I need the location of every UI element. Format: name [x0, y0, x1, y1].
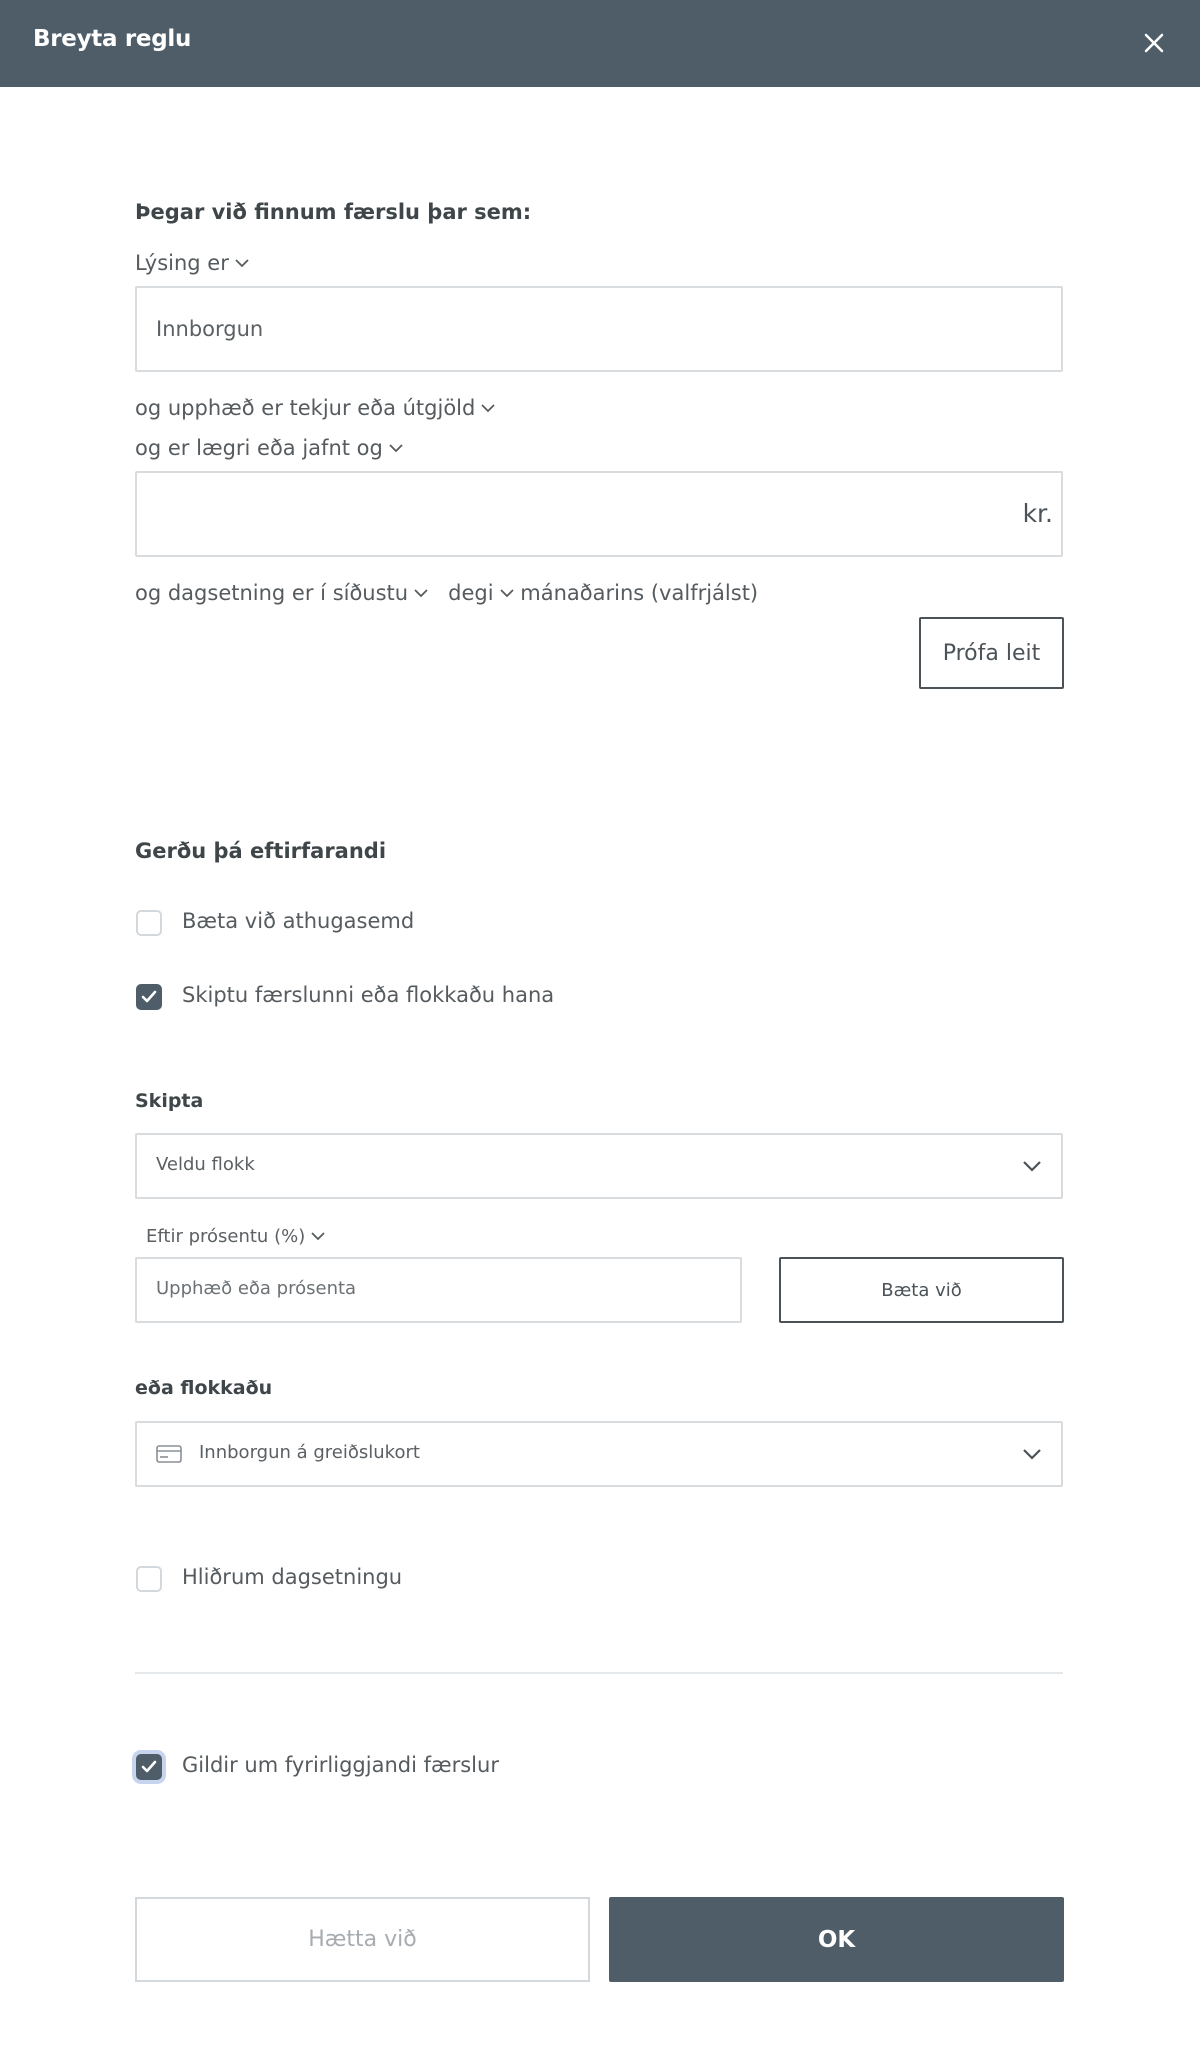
date-relation-label: síðustu — [332, 581, 409, 605]
description-input-value: Innborgun — [156, 317, 264, 341]
split-label: Skiptu færslunni eða flokkaðu hana — [182, 983, 555, 1007]
divider — [135, 1672, 1063, 1674]
checkmark-icon — [138, 986, 160, 1008]
split-amount-placeholder: Upphæð eða prósenta — [156, 1278, 357, 1299]
amount-type-label: tekjur eða útgjöld — [289, 396, 476, 420]
test-search-button[interactable] — [919, 617, 1064, 689]
test-search-label: Prófa leit — [942, 640, 1041, 666]
split-add-label: Bæta við — [881, 1279, 962, 1301]
actions-title: Gerðu þá eftirfarandi — [135, 839, 387, 863]
compare-op-label: lægri eða jafnt og — [196, 436, 383, 460]
date-prefix-label: og dagsetning er í — [135, 581, 326, 605]
chevron-down-icon — [1022, 1160, 1042, 1172]
split-amount-input[interactable] — [135, 1257, 742, 1323]
date-unit-dropdown[interactable] — [448, 581, 513, 605]
split-add-button[interactable] — [779, 1257, 1064, 1323]
amount-type-row — [135, 396, 495, 420]
split-category-placeholder: Veldu flokk — [156, 1154, 255, 1175]
modal-header — [0, 0, 1200, 87]
split-checkbox[interactable] — [136, 984, 162, 1010]
add-note-checkbox[interactable] — [136, 910, 162, 936]
shift-date-label: Hliðrum dagsetningu — [182, 1565, 403, 1589]
chevron-down-icon — [1022, 1448, 1042, 1460]
amount-type-dropdown[interactable] — [290, 396, 496, 420]
date-suffix-label: mánaðarins (valfrjálst) — [520, 581, 759, 605]
description-input[interactable] — [135, 286, 1063, 372]
chevron-down-icon — [311, 1232, 325, 1241]
cancel-button[interactable] — [135, 1897, 590, 1982]
credit-card-icon — [156, 1445, 182, 1463]
category-selected-value: Innborgun á greiðslukort — [199, 1442, 420, 1463]
chevron-down-icon — [389, 444, 403, 453]
modal-title: Breyta reglu — [33, 26, 192, 52]
category-select[interactable] — [135, 1421, 1063, 1487]
close-icon — [1137, 26, 1171, 60]
ok-button[interactable] — [609, 1897, 1064, 1982]
cancel-button-label: Hætta við — [308, 1927, 417, 1952]
split-mode-label: Eftir prósentu (%) — [146, 1226, 306, 1247]
amount-prefix-label: og upphæð er — [135, 396, 283, 420]
date-unit-label: degi — [448, 581, 494, 605]
chevron-down-icon — [481, 404, 495, 413]
apply-existing-label: Gildir um fyrirliggjandi færslur — [182, 1753, 499, 1777]
chevron-down-icon — [235, 259, 249, 268]
date-relation-dropdown[interactable] — [333, 581, 428, 605]
split-title: Skipta — [135, 1090, 204, 1112]
conditions-title: Þegar við finnum færslu þar sem: — [135, 200, 532, 224]
checkmark-icon — [138, 1756, 160, 1778]
chevron-down-icon — [500, 589, 514, 598]
field-selector-label: Lýsing er — [135, 251, 229, 275]
chevron-down-icon — [414, 589, 428, 598]
compare-row — [135, 436, 403, 460]
currency-suffix: kr. — [1022, 499, 1053, 528]
add-note-label: Bæta við athugasemd — [182, 909, 415, 933]
ok-button-label: OK — [817, 1926, 856, 1953]
compare-op-dropdown[interactable] — [196, 436, 403, 460]
split-mode-dropdown[interactable] — [146, 1226, 325, 1247]
split-category-select[interactable] — [135, 1133, 1063, 1199]
compare-prefix-label: og er — [135, 436, 190, 460]
field-selector-dropdown[interactable] — [135, 251, 249, 275]
shift-date-checkbox[interactable] — [136, 1566, 162, 1592]
apply-existing-checkbox[interactable] — [136, 1754, 162, 1780]
amount-input[interactable] — [135, 471, 1063, 557]
close-button[interactable] — [1137, 26, 1171, 60]
date-row — [135, 581, 758, 605]
categorize-title: eða flokkaðu — [135, 1377, 273, 1399]
